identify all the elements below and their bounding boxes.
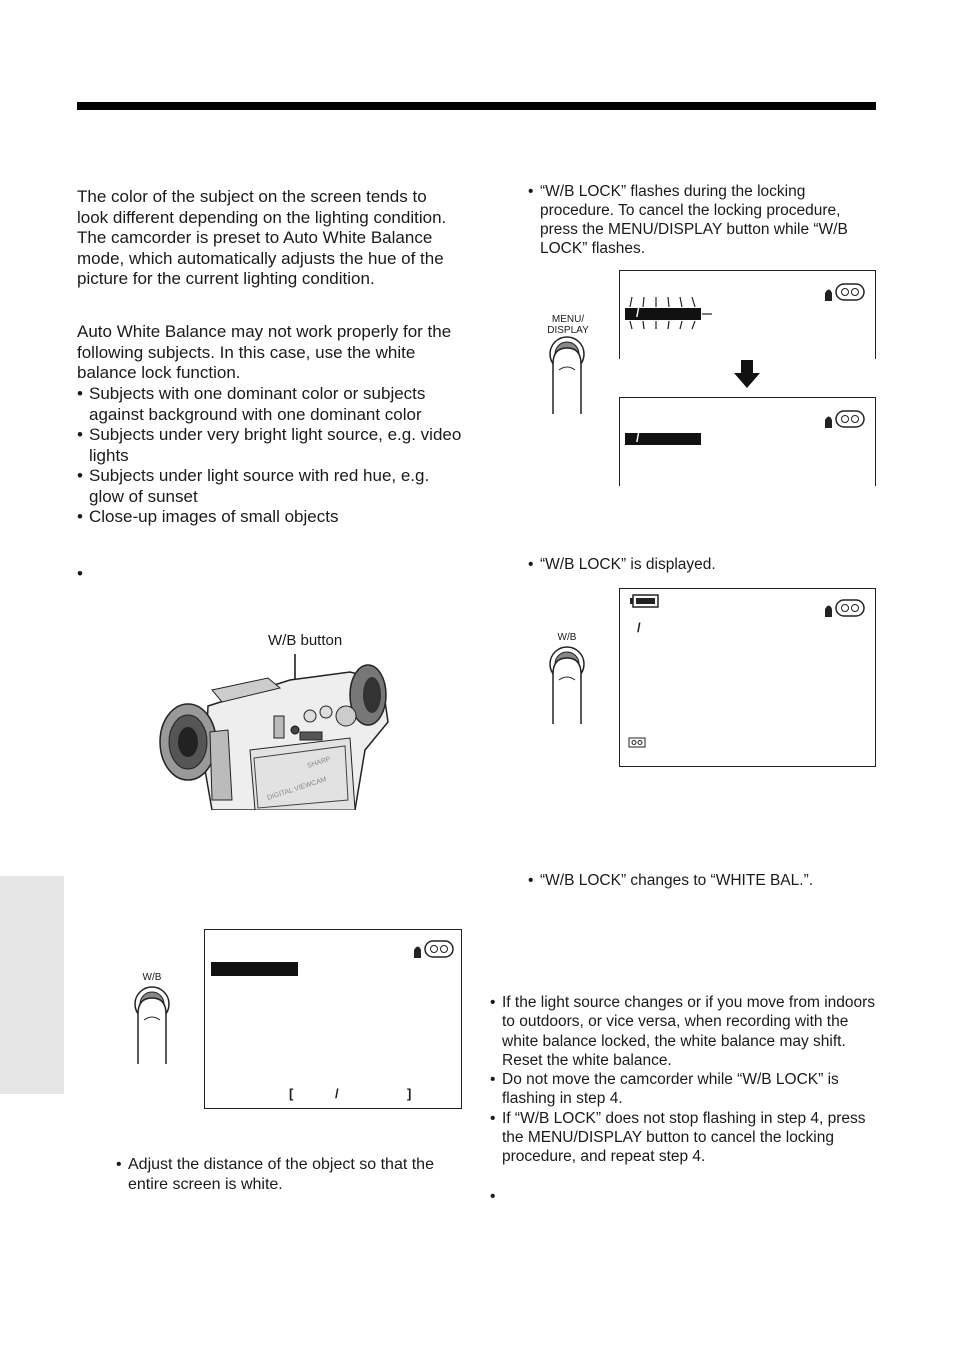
header-rule bbox=[77, 102, 876, 110]
list-item: • “W/B LOCK” flashes during the locking procedure. To cancel the locking procedure, press the MENU/DISPLAY button while “W/B LOCK” flashes. bbox=[528, 182, 863, 258]
brand-text: SHARP bbox=[306, 755, 332, 770]
flash-lines bbox=[620, 295, 720, 331]
list-item: • If the light source changes or if you move from indoors to outdoors, or vice versa, when recording with the white balance locked, the white balance may shift. Reset the white balance. bbox=[490, 993, 880, 1070]
list-item: • “W/B LOCK” changes to “WHITE BAL.”. bbox=[528, 871, 863, 890]
menu-display-caption bbox=[540, 314, 596, 336]
menu-display-line-2: DISPLAY bbox=[547, 325, 589, 336]
subject-list bbox=[77, 384, 465, 528]
list-item: • If “W/B LOCK” does not stop flashing in step 4, press the MENU/DISPLAY button to cancel the locking procedure, and repeat step 4. bbox=[490, 1109, 880, 1167]
screen-wb-lock-displayed bbox=[619, 588, 876, 767]
list-item: • “W/B LOCK” is displayed. bbox=[528, 555, 863, 574]
finger-press-menu-icon bbox=[543, 334, 591, 414]
down-arrow-icon bbox=[734, 360, 760, 388]
list-item: • Subjects under very bright light source, e.g. video lights bbox=[77, 425, 465, 466]
tape-icon bbox=[824, 597, 866, 619]
slash-text: / bbox=[637, 620, 641, 635]
intro-paragraph-2: Auto White Balance may not work properly for the following subjects. In this case, use the white balance lock function. bbox=[77, 322, 452, 382]
caution-list bbox=[490, 993, 880, 1167]
cassette-icon bbox=[628, 737, 646, 748]
list-item: • Do not move the camcorder while “W/B LOCK” is flashing in step 4. bbox=[490, 1070, 880, 1109]
empty-bullet: • bbox=[77, 564, 83, 583]
battery-icon bbox=[630, 594, 660, 608]
slash-text: / bbox=[636, 306, 640, 320]
left-bracket: [ bbox=[289, 1086, 294, 1101]
menu-highlight bbox=[211, 962, 298, 976]
menu-display-line-1: MENU/ bbox=[551, 314, 585, 325]
camcorder-illustration bbox=[150, 650, 400, 810]
tape-icon bbox=[413, 938, 455, 960]
screen-wb-lock-flashing bbox=[619, 270, 876, 359]
list-item: • Close-up images of small objects bbox=[77, 507, 465, 528]
finger-press-wb-icon bbox=[543, 644, 591, 724]
wb-button-label: W/B button bbox=[268, 632, 343, 649]
side-tab bbox=[0, 876, 64, 1094]
list-item: • Subjects under light source with red hue, e.g. glow of sunset bbox=[77, 466, 465, 507]
screen-wb-lock-set bbox=[619, 397, 876, 486]
intro-paragraph-1: The color of the subject on the screen tends to look different depending on the lighting condition. The camcorder is preset to Auto White Balance mode, which automatically adjusts the hue of the picture for the current lighting condition. bbox=[77, 187, 447, 288]
wb-button-caption: W/B bbox=[142, 972, 162, 983]
right-bracket: ] bbox=[407, 1086, 412, 1101]
empty-bullet: • bbox=[490, 1188, 496, 1205]
model-text: DIGITAL VIEWCAM bbox=[266, 776, 328, 802]
screen-white-balance bbox=[204, 929, 462, 1109]
slash-text: / bbox=[335, 1086, 339, 1101]
finger-press-wb-icon bbox=[128, 984, 176, 1064]
list-item: • Adjust the distance of the object so that the entire screen is white. bbox=[116, 1155, 466, 1195]
wb-button-caption: W/B bbox=[557, 632, 577, 643]
tape-icon bbox=[824, 281, 866, 303]
slash-text: / bbox=[636, 431, 640, 445]
tape-icon bbox=[824, 408, 866, 430]
list-item: • Subjects with one dominant color or subjects against background with one dominant color bbox=[77, 384, 465, 425]
